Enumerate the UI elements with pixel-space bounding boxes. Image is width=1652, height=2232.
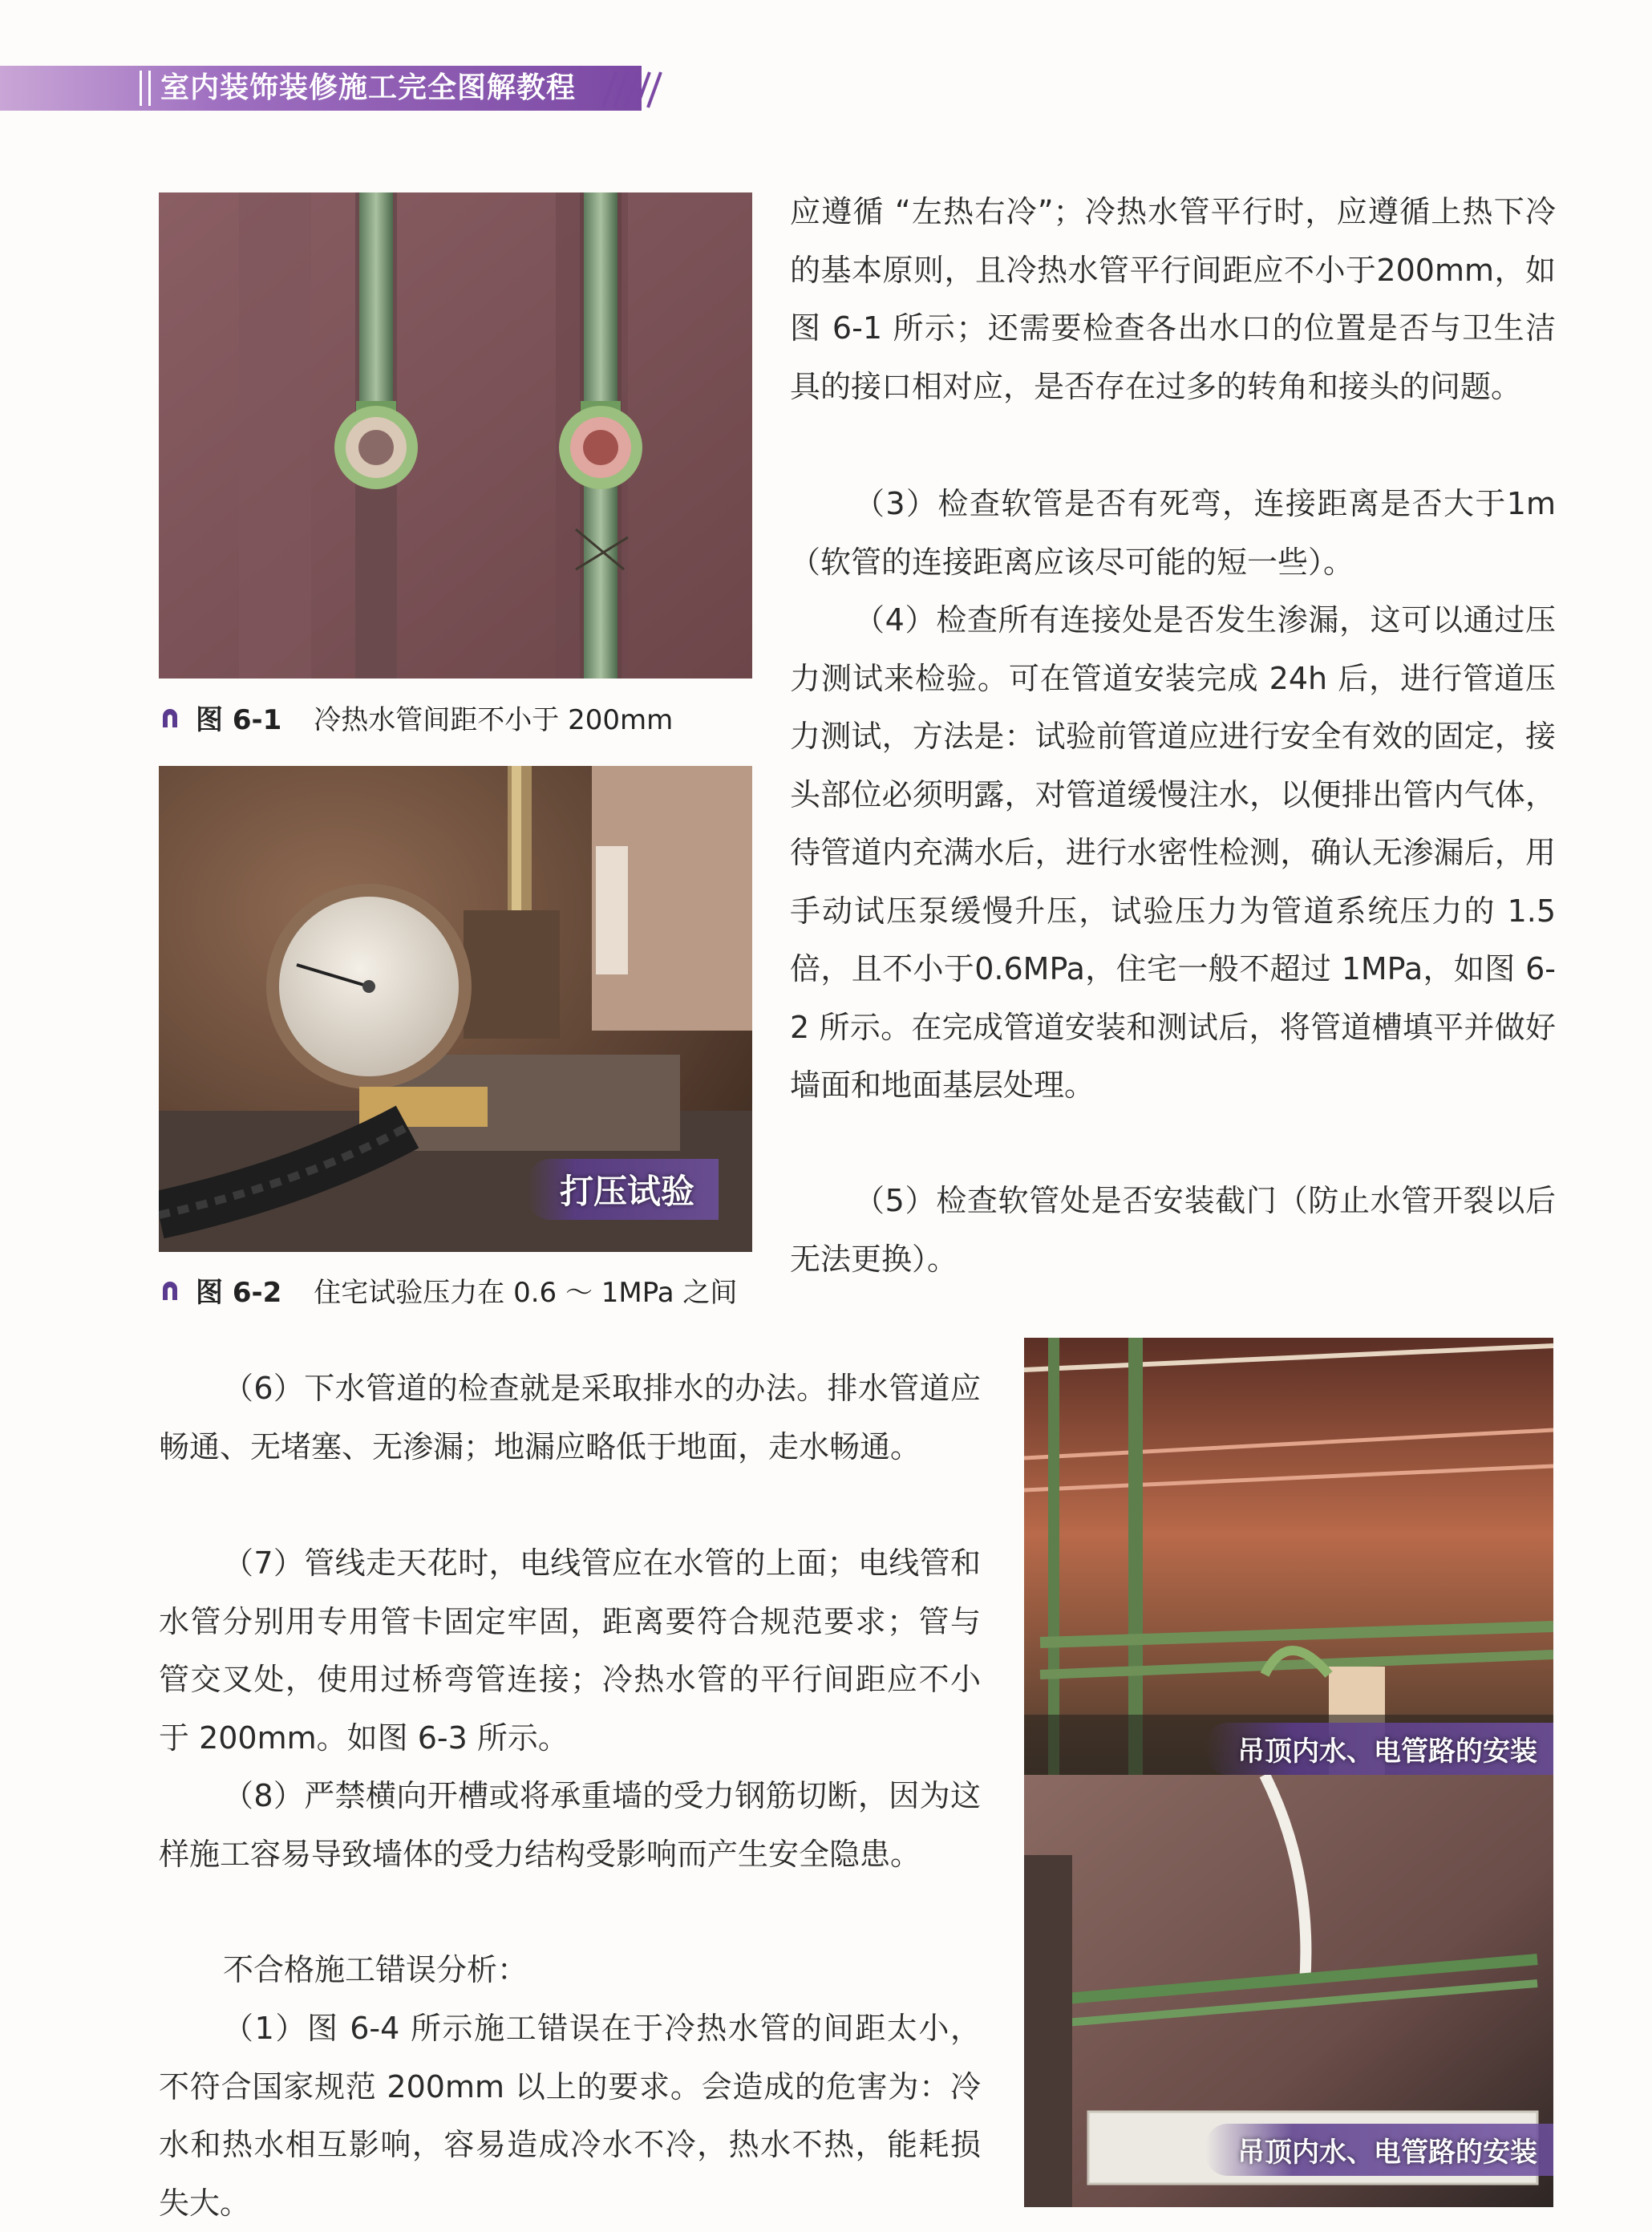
body-paragraph: （3）检查软管是否有死弯，连接距离是否大于1m（软管的连接距离应该尽可能的短一些）。 — [790, 486, 1556, 580]
body-paragraph: （4）检查所有连接处是否发生渗漏，这可以通过压力测试来检验。可在管道安装完成 24h 后，进行管道压力测试，方法是：试验前管道应进行安全有效的固定，接头部位必须明露，对管道缓慢注水，以便排出管内气体，待管道内充满水后，进行水密性检测，确认无渗漏后，用手动试压泵缓慢升压，试验压力为管道系统压力的 1.5 倍，且不小于0.6MPa，住宅一般不超过 1MPa，如图 6-2 所示。在完成管道安装和测试后，将管道槽填平并做好墙面和地面基层处理。 — [790, 602, 1556, 1103]
caption-text: 冷热水管间距不小于 200mm — [314, 704, 674, 736]
photo-pressure-test — [159, 766, 752, 1252]
body-paragraph: （8）严禁横向开槽或将承重墙的受力钢筋切断，因为这样施工容易导致墙体的受力结构受影响而产生安全隐患。 — [159, 1778, 981, 1872]
header-bars-decoration — [140, 71, 151, 106]
photo-label: 吊顶内水、电管路的安装 — [1205, 1723, 1553, 1775]
body-paragraph: （5）检查软管处是否安装截门（防止水管开裂以后无法更换）。 — [790, 1183, 1556, 1277]
book-title: 室内装饰装修施工完全图解教程 — [160, 71, 577, 104]
photo-label: 吊顶内水、电管路的安装 — [1205, 2124, 1553, 2176]
caption-figure-number: 图 6-1 — [196, 704, 282, 736]
caption-bullet-icon — [159, 707, 181, 729]
header-slashes-decoration — [593, 69, 666, 109]
photo-label: 打压试验 — [528, 1159, 719, 1220]
caption-figure-number: 图 6-2 — [196, 1277, 282, 1309]
photo-ceiling-pipes-bottom — [1024, 1775, 1553, 2207]
figure-caption — [159, 1270, 737, 1310]
caption-bullet-icon — [159, 1279, 181, 1302]
section-heading: 不合格施工错误分析： — [223, 1952, 528, 1987]
body-paragraph: （6）下水管道的检查就是采取排水的办法。排水管道应畅通、无堵塞、无渗漏；地漏应略低于地面，走水畅通。 — [159, 1371, 981, 1464]
body-paragraph: （1）图 6-4 所示施工错误在于冷热水管的间距太小，不符合国家规范 200mm 以上的要求。会造成的危害为：冷水和热水相互影响，容易造成冷水不冷，热水不热，能耗损失大。 — [159, 2011, 981, 2221]
figure-caption — [159, 698, 673, 737]
photo-ceiling-pipes-top — [1024, 1338, 1553, 1775]
photo-pipes-spacing — [159, 192, 752, 679]
body-paragraph: （7）管线走天花时，电线管应在水管的上面；电线管和水管分别用专用管卡固定牢固，距离要符合规范要求；管与管交叉处，使用过桥弯管连接；冷热水管的平行间距应不小于 200mm。如图 6-3 所示。 — [159, 1545, 981, 1756]
caption-text: 住宅试验压力在 0.6 ～ 1MPa 之间 — [314, 1277, 738, 1309]
body-paragraph: 应遵循 “左热右冷”；冷热水管平行时，应遵循上热下冷的基本原则，且冷热水管平行间距应不小于200mm，如图 6-1 所示；还需要检查各出水口的位置是否与卫生洁具的接口相对应，是否存在过多的转角和接头的问题。 — [790, 194, 1556, 404]
